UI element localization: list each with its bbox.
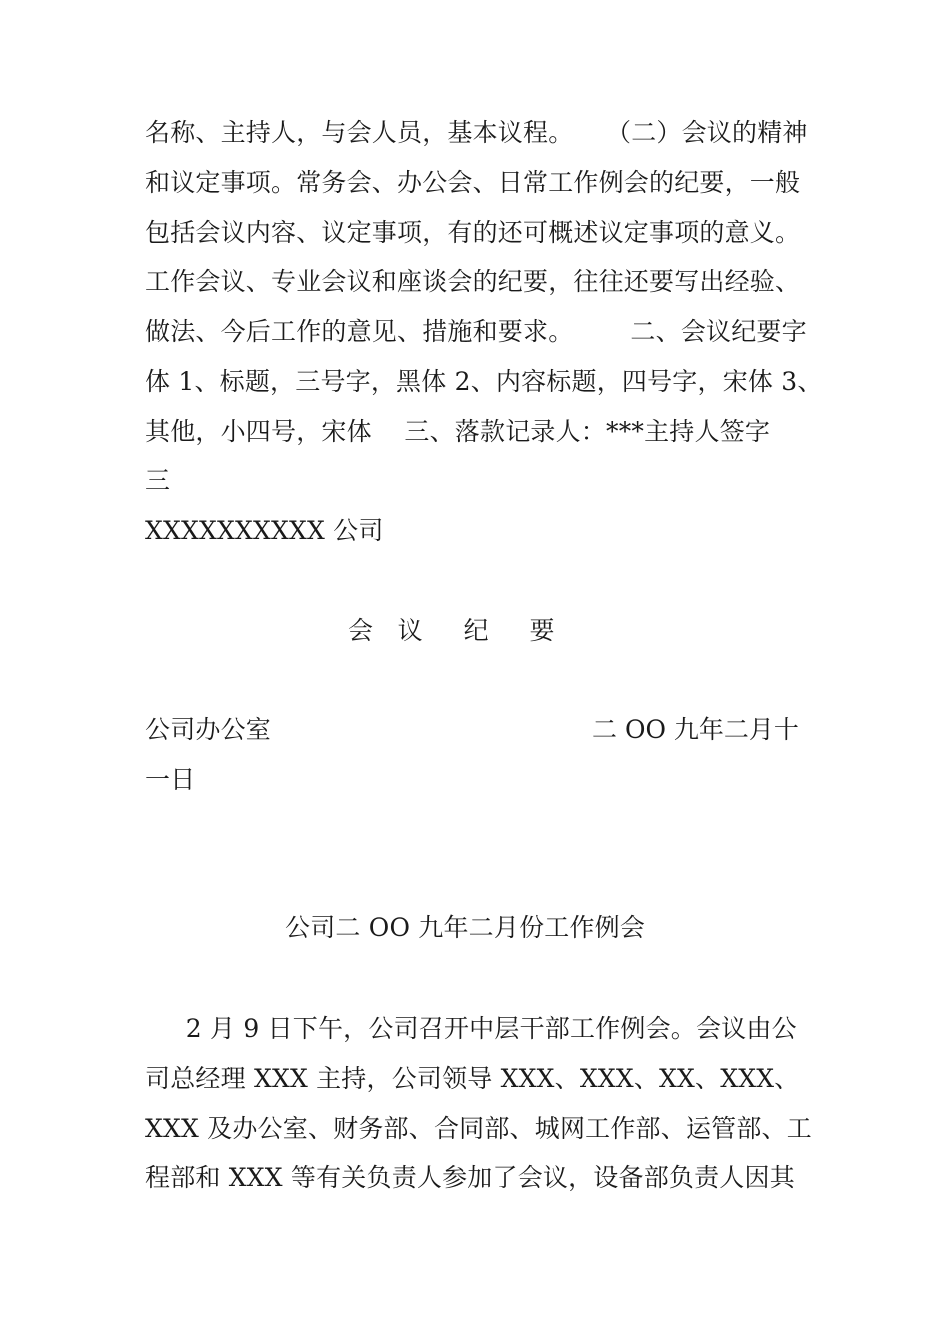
paragraph-line: 三 — [145, 466, 171, 495]
meeting-title: 会 议 纪 要 — [348, 616, 555, 645]
paragraph-line: 体 1、标题，三号字，黑体 2、内容标题，四号字，宋体 3、 — [145, 367, 823, 396]
paragraph-line: 做法、今后工作的意见、措施和要求。 二、会议纪要字 — [145, 317, 807, 346]
meeting-subtitle: 公司二 OO 九年二月份工作例会 — [285, 913, 646, 942]
issuer: 公司办公室 — [145, 715, 272, 744]
issue-date-continued: 一日 — [145, 765, 196, 794]
body-line: XXX 及办公室、财务部、合同部、城网工作部、运管部、工 — [145, 1114, 812, 1143]
paragraph-line: 包括会议内容、议定事项，有的还可概述议定事项的意义。 — [145, 218, 801, 247]
body-line: 程部和 XXX 等有关负责人参加了会议，设备部负责人因其 — [145, 1163, 795, 1192]
body-line: 2 月 9 日下午，公司召开中层干部工作例会。会议由公 — [145, 1014, 797, 1043]
paragraph-line: 其他，小四号，宋体 三、落款记录人：***主持人签字 — [145, 417, 771, 446]
company-name: XXXXXXXXXX 公司 — [145, 516, 384, 545]
paragraph-line: 名称、主持人，与会人员，基本议程。 （二）会议的精神 — [145, 118, 808, 147]
issue-date: 二 OO 九年二月十 — [592, 715, 799, 744]
body-line: 司总经理 XXX 主持，公司领导 XXX、XXX、XX、XXX、 — [145, 1064, 800, 1093]
paragraph-line: 工作会议、专业会议和座谈会的纪要，往往还要写出经验、 — [145, 267, 801, 296]
paragraph-line: 和议定事项。常务会、办公会、日常工作例会的纪要，一般 — [145, 168, 801, 197]
